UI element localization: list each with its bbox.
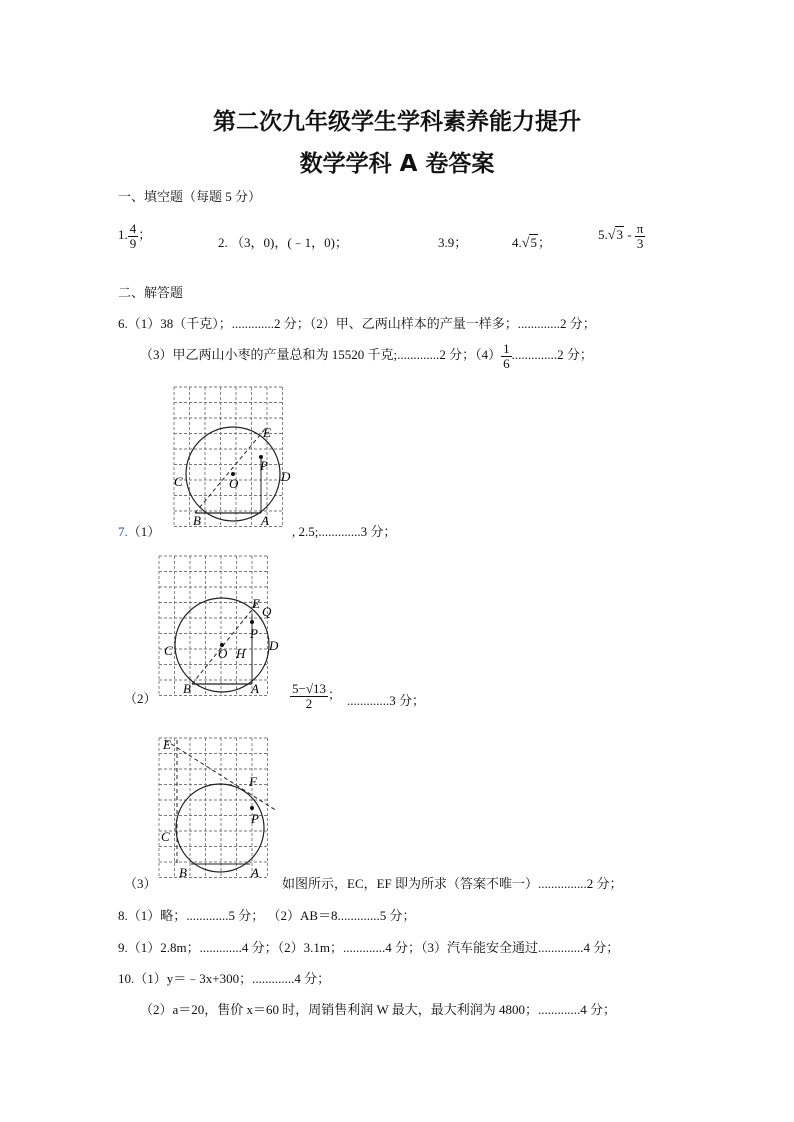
label-d: D [269,638,279,653]
q4-suffix: ； [537,235,551,250]
q10-line2: （2）a＝20，售价 x＝60 时，周销售利润 W 最大，最大利润为 4800；.............4 分； [140,1002,617,1017]
figure-1-grid-circle [166,385,296,533]
label-a: A [251,681,259,696]
label-e: E [252,596,260,611]
q7-part3-label: （3） [124,876,157,891]
section2-heading: 二、解答题 [118,285,184,300]
q6-line2 [140,342,593,370]
q7-p2-frac [290,682,328,710]
q7-part1-answer: , 2.5;.............3 分； [292,524,397,539]
q7-part1 [118,521,160,540]
figure-2-point-p [250,620,254,624]
q4-prefix: 4. [512,235,522,250]
q1-suffix: ； [138,227,152,243]
sqrt-icon: √ [521,236,530,251]
label-p: P [251,811,259,826]
q1-prefix: 1. [118,227,128,243]
q6-line2-end: ..............2 分； [511,347,593,363]
q6-line2-text: （3）甲乙两山小枣的产量总和为 15520 千克;.............2 分；（4） [140,347,502,363]
figure-2-dashed-line [192,601,259,684]
q7-p2-denominator: 2 [305,695,313,711]
label-a: A [251,865,259,880]
label-b: B [183,681,191,696]
q7-number: 7. [118,524,128,539]
label-o: O [218,646,228,661]
q9: 9.（1）2.8m；.............4 分；（2）3.1m；.............4 分；（3）汽车能安全通过..............4 分； [118,940,620,955]
q6-fraction [501,342,512,370]
figure-1-grid [174,387,283,527]
label-q: Q [262,604,272,619]
q7-part1-label: （1） [127,524,161,539]
label-p: P [250,626,258,641]
q5-minus: - [623,227,635,243]
q5-denominator: 3 [636,235,644,251]
q8: 8.（1）略；.............5 分； （2）AB＝8.............5 分； [118,908,416,923]
figure-3-circle [176,784,264,872]
q10-line1: 10.（1）y＝﹣3x+300；.............4 分； [118,971,331,986]
q6-numerator: 1 [503,341,510,356]
fill-q3: 3.9； [438,235,468,250]
fill-q4 [512,232,551,252]
title-line-2: 数学学科 A 卷答案 [299,151,495,177]
label-c: C [164,643,173,658]
label-c: C [161,829,170,844]
section1-heading: 一、填空题（每题 5 分） [118,189,262,204]
label-d: D [281,469,291,484]
label-a: A [261,513,269,528]
fill-q5 [598,222,645,250]
q5-numerator: π [636,221,644,236]
q1-denominator: 9 [129,235,137,251]
q7-p2-numerator: 5−√13 [292,681,326,696]
label-e: E [263,425,271,440]
title-line-1: 第二次九年级学生学科素养能力提升 [213,109,581,135]
q7-part3-answer: 如图所示，EC，EF 即为所求（答案不唯一）...............2 分； [282,876,623,891]
q6-denominator: 6 [503,355,510,371]
q5-fraction [635,222,646,250]
figure-3-grid-circle [155,736,283,882]
fill-q2: 2. （3，0)，(﹣1，0)； [218,235,348,250]
figure-2-grid-circle [155,554,289,700]
q7-part2-fraction [290,682,341,710]
q7-p2-semicolon: ； [327,687,341,703]
figure-1-dashed-line [195,429,265,513]
q5-radicand: 3 [616,227,623,243]
label-f: F [249,774,257,789]
fill-q1 [118,222,151,250]
label-p: P [260,458,268,473]
q1-numerator: 4 [129,221,137,236]
sqrt-icon: √ [607,228,616,244]
q7-part2-label: （2） [124,691,157,706]
q6-line1: 6.（1）38（千克）；.............2 分；（2）甲、乙两山样本的产量一样多；.............2 分； [118,316,596,331]
q5-prefix: 5. [598,227,608,243]
figure-3-point-p [250,806,254,810]
q7-part2-answer: .............3 分； [347,693,426,708]
label-e: E [163,737,171,752]
q4-radicand: 5 [530,235,537,250]
label-b: B [193,513,201,528]
q1-fraction [128,222,139,250]
label-o: O [229,476,239,491]
label-b: B [179,865,187,880]
label-c: C [174,474,183,489]
label-h: H [236,646,246,661]
